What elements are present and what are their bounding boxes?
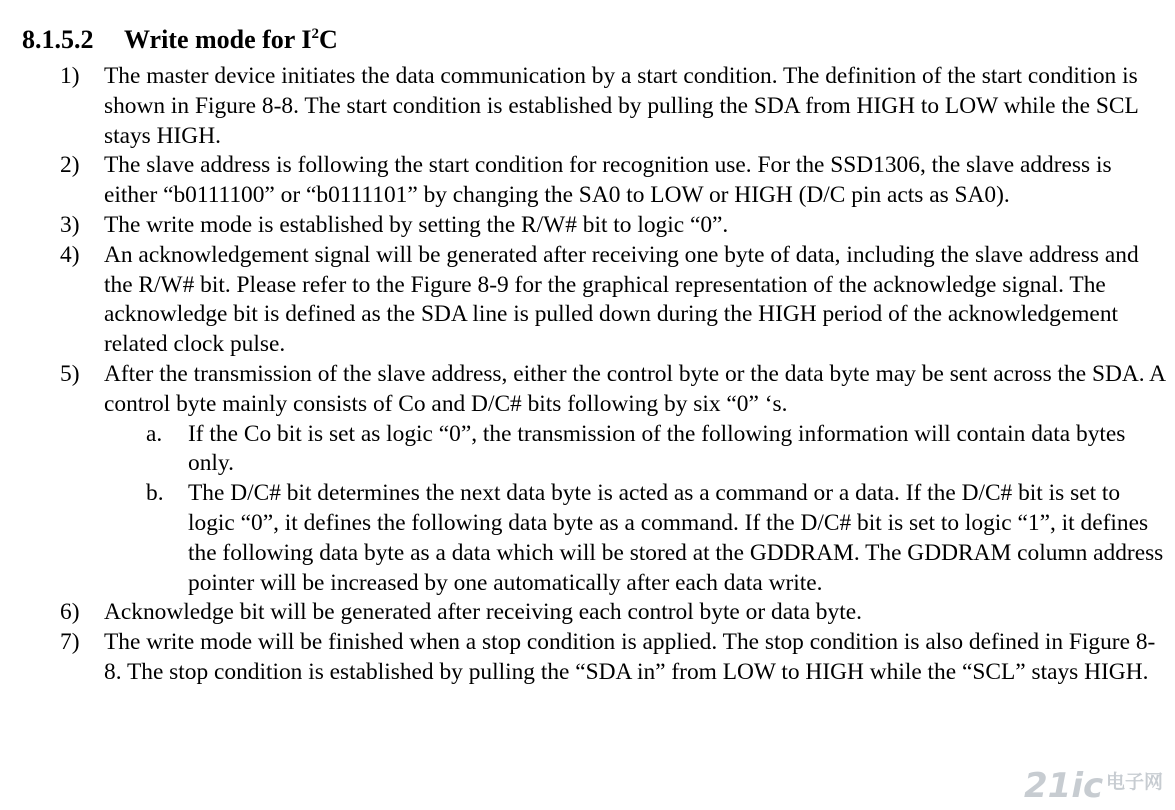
section-number: 8.1.5.2 bbox=[22, 25, 94, 54]
list-item-text: Acknowledge bit will be generated after receiving each control byte or data byte. bbox=[104, 599, 862, 626]
write-mode-steps-list bbox=[0, 62, 1175, 688]
section-title-suffix: C bbox=[319, 25, 338, 54]
list-item bbox=[0, 628, 1175, 688]
list-item-marker: 2) bbox=[60, 152, 80, 179]
list-item bbox=[0, 360, 1175, 598]
21ic-watermark-logo bbox=[1022, 764, 1170, 804]
list-item-marker: 4) bbox=[60, 241, 80, 268]
section-title-superscript: 2 bbox=[311, 26, 319, 42]
sublist-item bbox=[104, 420, 1165, 480]
list-item-text: The master device initiates the data communication by a start condition. The definition of the start condition is shown in Figure 8-8. The start condition is established by pulling the SDA from HIGH to LOW while the SCL stays HIGH. bbox=[104, 63, 1138, 149]
list-item-marker: 1) bbox=[60, 63, 80, 89]
list-item bbox=[0, 211, 1175, 241]
control-byte-sublist bbox=[104, 420, 1165, 599]
sublist-item-marker: b. bbox=[146, 480, 164, 507]
watermark-brand-text: 21ic bbox=[1024, 766, 1104, 804]
list-item-marker: 6) bbox=[60, 599, 80, 626]
sublist-item-marker: a. bbox=[146, 420, 163, 447]
list-item-marker: 7) bbox=[60, 629, 80, 656]
sublist-item-text: The D/C# bit determines the next data byte is acted as a command or a data. If the D/C# bit is set to logic “0”, it defines the following data byte as a command. If the D/C# bit is set to logic “1”, it defines the following data byte as a data which will be stored at the GDDRAM. The GDDRAM column address pointer will be increased by one automatically after each data write. bbox=[188, 480, 1164, 596]
list-item bbox=[0, 241, 1175, 360]
list-item-text: The write mode is established by setting the R/W# bit to logic “0”. bbox=[104, 211, 729, 238]
list-item-text: An acknowledgement signal will be generated after receiving one byte of data, including the slave address and the R/W# bit. Please refer to the Figure 8-9 for the graphical representation of the acknowledge signal. The acknowledge bit is defined as the SDA line is pulled down during the HIGH period of the acknowledgement related clock pulse. bbox=[104, 241, 1139, 358]
list-item-text: The slave address is following the start condition for recognition use. For the SSD1306, the slave address is either “b0111100” or “b0111101” by changing the SA0 to LOW or HIGH (D/C pin acts as SA0). bbox=[104, 152, 1112, 209]
list-item-marker: 3) bbox=[60, 211, 80, 238]
sublist-item-text: If the Co bit is set as logic “0”, the transmission of the following information will contain data bytes only. bbox=[188, 420, 1126, 477]
list-item bbox=[0, 62, 1175, 151]
sublist-item bbox=[104, 479, 1165, 598]
list-item-marker: 5) bbox=[60, 360, 80, 387]
list-item bbox=[0, 151, 1175, 211]
watermark-tagline-text: 电子网 bbox=[1106, 771, 1164, 793]
section-heading bbox=[22, 22, 338, 58]
list-item bbox=[0, 598, 1175, 628]
section-title-prefix: Write mode for I bbox=[124, 25, 312, 54]
list-item-text: After the transmission of the slave address, either the control byte or the data byte may be sent across the SDA. A control byte mainly consists of Co and D/C# bits following by six “0” ‘s. bbox=[104, 360, 1165, 417]
list-item-text: The write mode will be finished when a stop condition is applied. The stop condition is also defined in Figure 8-8. The stop condition is established by pulling the “SDA in” from LOW to HIGH while the “SCL” stays HIGH. bbox=[104, 629, 1156, 685]
